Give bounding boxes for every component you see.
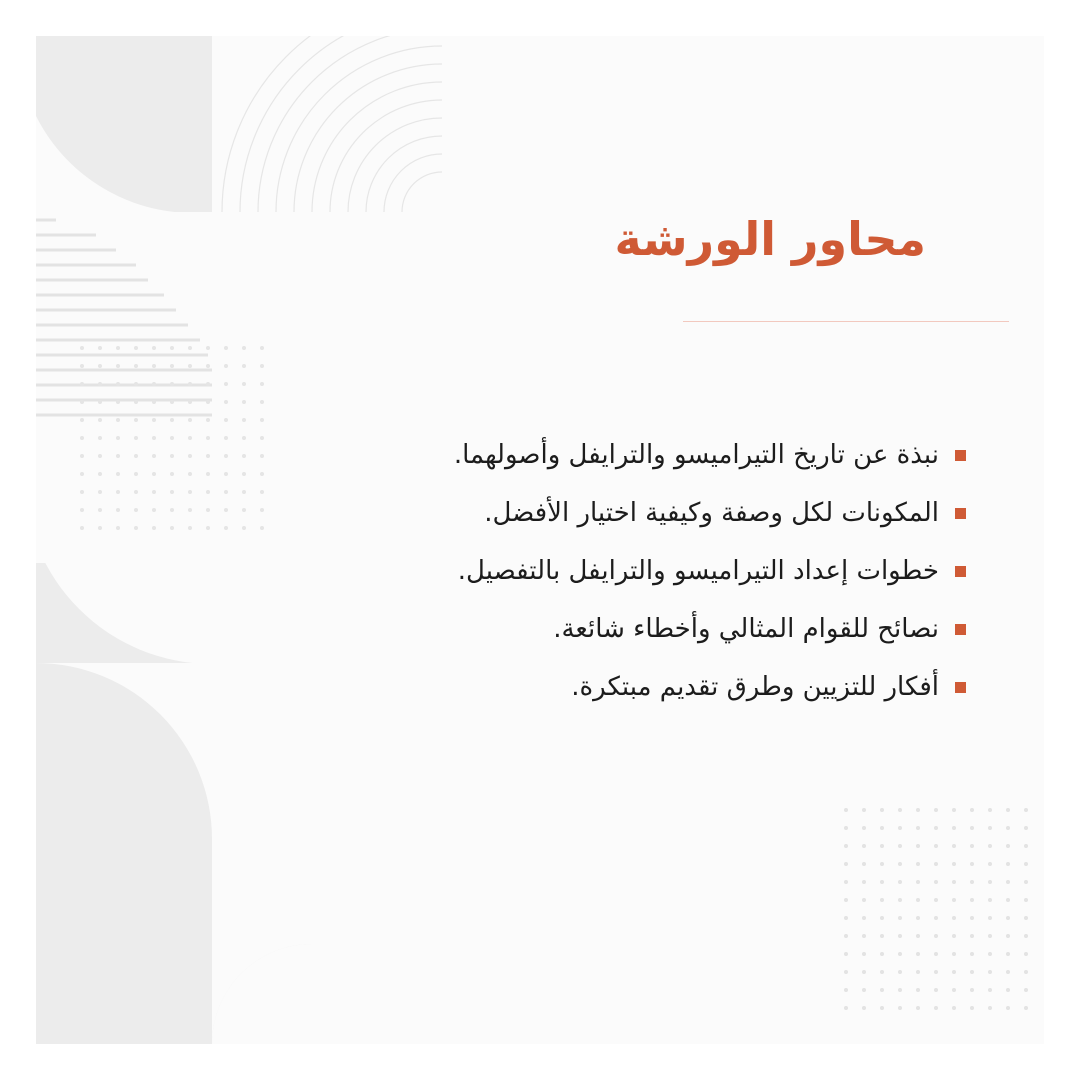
decor-dot	[1006, 934, 1010, 938]
decor-dot	[1006, 970, 1010, 974]
decor-dot	[970, 844, 974, 848]
decor-dot	[170, 418, 174, 422]
decor-dot	[844, 952, 848, 956]
decor-dot	[116, 508, 120, 512]
decor-dot	[152, 526, 156, 530]
decor-dot	[862, 844, 866, 848]
decor-dot	[152, 400, 156, 404]
decor-dot	[170, 472, 174, 476]
decor-dot	[98, 346, 102, 350]
decor-dot	[80, 346, 84, 350]
decor-dot	[952, 826, 956, 830]
topic-item	[246, 600, 966, 658]
decor-dot	[1024, 1006, 1028, 1010]
decor-dot	[952, 988, 956, 992]
decor-dot	[80, 364, 84, 368]
decor-dot	[188, 382, 192, 386]
decor-dot	[916, 916, 920, 920]
decor-dot	[862, 988, 866, 992]
decor-dot	[152, 472, 156, 476]
decor-dot	[224, 436, 228, 440]
decor-dot	[170, 382, 174, 386]
decor-dot	[988, 916, 992, 920]
decor-dot	[934, 862, 938, 866]
decor-dot	[844, 934, 848, 938]
decor-dot	[1024, 916, 1028, 920]
decor-dot	[862, 970, 866, 974]
decor-dot	[116, 490, 120, 494]
decor-dot	[116, 364, 120, 368]
decor-dot	[242, 400, 246, 404]
decor-dot	[844, 808, 848, 812]
decor-dot	[880, 970, 884, 974]
decor-dot	[98, 508, 102, 512]
decor-dot	[80, 490, 84, 494]
decor-dot	[844, 898, 848, 902]
decor-dot	[970, 808, 974, 812]
decor-dot	[952, 898, 956, 902]
decor-dot	[188, 400, 192, 404]
decor-dot	[880, 988, 884, 992]
decor-dot	[916, 898, 920, 902]
decor-dot	[1024, 808, 1028, 812]
decor-dot	[224, 490, 228, 494]
decor-dot	[242, 364, 246, 368]
decor-dot	[98, 382, 102, 386]
decor-dot	[934, 808, 938, 812]
decor-dot	[260, 346, 264, 350]
decor-dot	[862, 916, 866, 920]
dot-grid-upper	[80, 346, 264, 530]
decor-dot	[880, 808, 884, 812]
square-bullet-icon	[955, 624, 966, 635]
concentric-arcs	[222, 36, 662, 432]
decor-dot	[224, 400, 228, 404]
decor-dot	[1006, 880, 1010, 884]
decor-dot	[206, 400, 210, 404]
decor-dot	[916, 880, 920, 884]
decor-dot	[80, 454, 84, 458]
decor-dot	[952, 916, 956, 920]
decor-dot	[934, 826, 938, 830]
decor-dot	[260, 400, 264, 404]
decor-dot	[934, 970, 938, 974]
decor-dot	[224, 346, 228, 350]
decor-dot	[862, 826, 866, 830]
decor-dot	[152, 382, 156, 386]
decor-dot	[898, 970, 902, 974]
decor-dot	[844, 916, 848, 920]
decor-dot	[206, 454, 210, 458]
decor-dot	[134, 346, 138, 350]
topic-item	[246, 484, 966, 542]
decor-dot	[188, 526, 192, 530]
decor-dot	[1024, 862, 1028, 866]
decor-dot	[862, 1006, 866, 1010]
decor-dot	[844, 1006, 848, 1010]
decor-dot	[844, 880, 848, 884]
decor-dot	[952, 880, 956, 884]
square-bullet-icon	[955, 566, 966, 577]
content-panel	[36, 36, 1044, 1044]
decor-dot	[934, 988, 938, 992]
decor-dot	[988, 988, 992, 992]
decor-dot	[116, 526, 120, 530]
decor-dot	[224, 472, 228, 476]
decor-dot	[1006, 916, 1010, 920]
decor-dot	[898, 808, 902, 812]
decor-dot	[116, 472, 120, 476]
title-divider	[683, 321, 1009, 322]
decor-dot	[1024, 826, 1028, 830]
decor-dot	[116, 346, 120, 350]
decor-dot	[152, 508, 156, 512]
square-bullet-icon	[955, 682, 966, 693]
decor-dot	[98, 526, 102, 530]
decor-dot	[152, 454, 156, 458]
decor-dot	[970, 916, 974, 920]
decor-dot	[988, 898, 992, 902]
decor-dot	[970, 826, 974, 830]
decor-dot	[934, 952, 938, 956]
decor-dot	[1006, 952, 1010, 956]
decor-dot	[188, 418, 192, 422]
decor-dot	[970, 862, 974, 866]
decor-dot	[970, 988, 974, 992]
decor-dot	[934, 934, 938, 938]
decor-dot	[934, 916, 938, 920]
decor-dot	[1024, 880, 1028, 884]
decor-dot	[970, 934, 974, 938]
decor-dot	[170, 400, 174, 404]
decor-dot	[188, 454, 192, 458]
topic-item	[246, 542, 966, 600]
decor-dot	[188, 346, 192, 350]
decor-dot	[152, 364, 156, 368]
decor-dot	[134, 490, 138, 494]
decor-dot	[916, 844, 920, 848]
topic-item	[246, 658, 966, 716]
decor-dot	[98, 436, 102, 440]
decor-dot	[134, 400, 138, 404]
decor-dot	[916, 808, 920, 812]
decor-dot	[898, 952, 902, 956]
decor-dot	[916, 988, 920, 992]
decor-dot	[224, 364, 228, 368]
decor-dot	[880, 1006, 884, 1010]
decor-dot	[206, 508, 210, 512]
decor-dot	[934, 1006, 938, 1010]
square-bullet-icon	[955, 450, 966, 461]
decor-dot	[170, 364, 174, 368]
decor-dot	[116, 454, 120, 458]
decor-dot	[98, 418, 102, 422]
decor-dot	[170, 508, 174, 512]
topic-text: خطوات إعداد التيراميسو والترايفل بالتفصيل.	[457, 556, 939, 586]
decor-dot	[844, 826, 848, 830]
decor-dot	[988, 862, 992, 866]
decor-dot	[880, 898, 884, 902]
decor-dot	[862, 808, 866, 812]
decor-dot	[134, 364, 138, 368]
decor-dot	[188, 490, 192, 494]
decor-dot	[116, 418, 120, 422]
decor-dot	[898, 862, 902, 866]
decor-dot	[988, 844, 992, 848]
decor-dot	[206, 490, 210, 494]
decor-dot	[970, 898, 974, 902]
decor-dot	[134, 382, 138, 386]
decor-dot	[98, 364, 102, 368]
square-bullet-icon	[955, 508, 966, 519]
decor-dot	[862, 934, 866, 938]
decor-dot	[880, 916, 884, 920]
decor-dot	[862, 898, 866, 902]
decor-dot	[952, 952, 956, 956]
decor-dot	[152, 490, 156, 494]
decor-dot	[116, 400, 120, 404]
decor-dot	[206, 382, 210, 386]
decor-dot	[206, 436, 210, 440]
decor-dot	[898, 826, 902, 830]
decor-dot	[224, 508, 228, 512]
decor-dot	[98, 454, 102, 458]
decor-dot	[844, 862, 848, 866]
decor-dot	[862, 862, 866, 866]
decor-dot	[98, 472, 102, 476]
topic-list	[246, 426, 966, 716]
decor-dot	[934, 880, 938, 884]
decor-dot	[1006, 862, 1010, 866]
decor-dot	[1006, 826, 1010, 830]
decor-dot	[898, 934, 902, 938]
decor-dot	[898, 880, 902, 884]
decor-dot	[206, 418, 210, 422]
topic-text: نبذة عن تاريخ التيراميسو والترايفل وأصولهما.	[453, 440, 939, 470]
decor-dot	[206, 346, 210, 350]
decor-dot	[242, 346, 246, 350]
decor-dot	[1024, 898, 1028, 902]
stripe-lines	[36, 220, 212, 415]
decor-dot	[1024, 844, 1028, 848]
decor-dot	[134, 436, 138, 440]
decor-dot	[988, 880, 992, 884]
decor-dot	[880, 826, 884, 830]
decor-dot	[898, 1006, 902, 1010]
decor-dot	[880, 862, 884, 866]
decor-dot	[116, 436, 120, 440]
decor-dot	[988, 952, 992, 956]
decor-dot	[916, 970, 920, 974]
decor-dot	[134, 526, 138, 530]
decor-dot	[916, 934, 920, 938]
decor-dot	[152, 346, 156, 350]
decor-dot	[952, 970, 956, 974]
decor-dot	[170, 346, 174, 350]
decor-dot	[952, 808, 956, 812]
decor-dot	[224, 526, 228, 530]
decor-dot	[844, 988, 848, 992]
decor-dot	[188, 436, 192, 440]
decor-dot	[880, 952, 884, 956]
decor-dot	[134, 454, 138, 458]
decor-dot	[970, 970, 974, 974]
decor-dot	[988, 1006, 992, 1010]
decor-dot	[260, 364, 264, 368]
decor-dot	[224, 454, 228, 458]
decor-dot	[952, 862, 956, 866]
dot-grid-lower	[844, 808, 1028, 1010]
topic-text: نصائح للقوام المثالي وأخطاء شائعة.	[553, 614, 939, 644]
decor-dot	[188, 508, 192, 512]
decor-dot	[170, 490, 174, 494]
decor-dot	[152, 436, 156, 440]
decor-dot	[134, 508, 138, 512]
decor-dot	[970, 1006, 974, 1010]
decor-dot	[916, 826, 920, 830]
decor-dot	[224, 382, 228, 386]
topic-text: أفكار للتزيين وطرق تقديم مبتكرة.	[571, 672, 939, 702]
decor-dot	[134, 472, 138, 476]
decor-dot	[80, 508, 84, 512]
decor-dot	[242, 382, 246, 386]
decor-dot	[880, 934, 884, 938]
decor-dot	[970, 880, 974, 884]
decor-dot	[970, 952, 974, 956]
decor-dot	[1006, 988, 1010, 992]
decor-dot	[188, 364, 192, 368]
decor-dot	[260, 418, 264, 422]
decor-dot	[898, 988, 902, 992]
decor-dot	[916, 862, 920, 866]
decor-dot	[116, 382, 120, 386]
decor-dot	[98, 490, 102, 494]
decor-dot	[80, 418, 84, 422]
topic-text: المكونات لكل وصفة وكيفية اختيار الأفضل.	[484, 498, 939, 528]
decor-dot	[206, 364, 210, 368]
decor-dot	[898, 898, 902, 902]
decor-dot	[1024, 952, 1028, 956]
decor-dot	[988, 970, 992, 974]
decor-dot	[80, 382, 84, 386]
decor-dot	[880, 844, 884, 848]
decor-dot	[206, 472, 210, 476]
decor-dot	[98, 400, 102, 404]
decor-dot	[898, 844, 902, 848]
decor-dot	[1024, 934, 1028, 938]
decor-dot	[152, 418, 156, 422]
decor-dot	[952, 1006, 956, 1010]
decor-dot	[80, 472, 84, 476]
decor-dot	[260, 382, 264, 386]
decor-dot	[188, 472, 192, 476]
decor-dot	[988, 934, 992, 938]
decor-dot	[988, 808, 992, 812]
decor-dot	[862, 880, 866, 884]
decor-dot	[934, 898, 938, 902]
decor-dot	[80, 436, 84, 440]
decor-dot	[898, 916, 902, 920]
decor-dot	[1006, 1006, 1010, 1010]
decor-dot	[844, 970, 848, 974]
decor-dot	[880, 880, 884, 884]
shape-bottom-left	[36, 871, 412, 1044]
page-title: محاور الورشة	[614, 212, 926, 266]
decor-dot	[916, 1006, 920, 1010]
decor-dot	[916, 952, 920, 956]
decor-dot	[1006, 898, 1010, 902]
decor-dot	[844, 844, 848, 848]
decor-dot	[862, 952, 866, 956]
decor-dot	[952, 934, 956, 938]
decor-dot	[1024, 988, 1028, 992]
decor-dot	[170, 526, 174, 530]
decor-dot	[134, 418, 138, 422]
decor-dot	[80, 526, 84, 530]
decor-dot	[80, 400, 84, 404]
decor-dot	[1006, 844, 1010, 848]
decor-dot	[242, 418, 246, 422]
decor-dot	[206, 526, 210, 530]
decor-dot	[170, 454, 174, 458]
decor-dot	[1006, 808, 1010, 812]
decor-dot	[988, 826, 992, 830]
decor-dot	[1024, 970, 1028, 974]
decor-dot	[952, 844, 956, 848]
decor-dot	[170, 436, 174, 440]
decor-dot	[224, 418, 228, 422]
topic-item	[246, 426, 966, 484]
decor-dot	[934, 844, 938, 848]
